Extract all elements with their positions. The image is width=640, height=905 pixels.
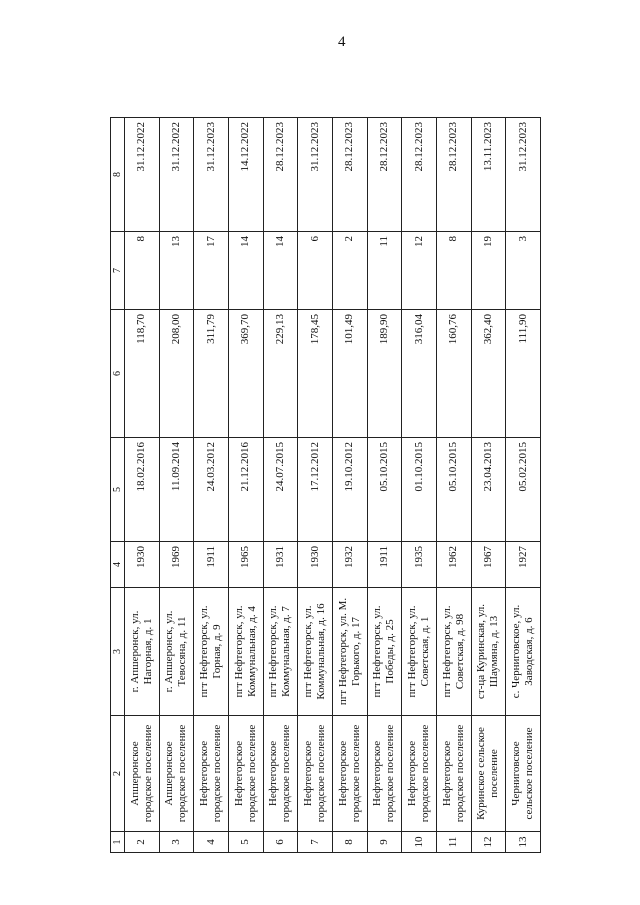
settlement-name-cell: Нефтегорское городское поселение xyxy=(367,716,402,832)
settlement-name-cell: Нефтегорское городское поселение xyxy=(298,716,333,832)
table-row xyxy=(298,118,333,853)
emergency-date-cell: 05.10.2015 xyxy=(436,438,471,542)
building-address-cell: пгт Нефтегорск, ул. М. Горького, д. 17 xyxy=(332,588,367,716)
building-address-cell: г. Апшеронск, ул. Тевосяна, д. 11 xyxy=(159,588,194,716)
table-row xyxy=(506,118,541,853)
residents-count-cell: 11 xyxy=(367,232,402,310)
column-number: 5 xyxy=(111,438,125,542)
building-area-cell: 208,00 xyxy=(159,310,194,438)
settlement-name-cell: Нефтегорское городское поселение xyxy=(436,716,471,832)
resettlement-deadline-cell: 31.12.2023 xyxy=(194,118,229,232)
building-area-cell: 160,76 xyxy=(436,310,471,438)
emergency-date-cell: 24.07.2015 xyxy=(263,438,298,542)
emergency-date-cell: 05.10.2015 xyxy=(367,438,402,542)
construction-year-cell: 1911 xyxy=(194,542,229,588)
resettlement-deadline-cell: 28.12.2023 xyxy=(367,118,402,232)
column-number: 1 xyxy=(111,832,125,853)
resettlement-deadline-cell: 31.12.2023 xyxy=(298,118,333,232)
emergency-date-cell: 17.12.2012 xyxy=(298,438,333,542)
row-number-cell: 9 xyxy=(367,832,402,853)
settlement-name-cell: Черниговское сельское поселение xyxy=(506,716,541,832)
row-number-cell: 13 xyxy=(506,832,541,853)
building-address-cell: г. Апшеронск, ул. Нагорная, д. 1 xyxy=(125,588,160,716)
rotated-table-container xyxy=(110,118,541,853)
settlement-name-cell: Апшеронское городское поселение xyxy=(159,716,194,832)
table-row xyxy=(194,118,229,853)
building-area-cell: 316,04 xyxy=(402,310,437,438)
emergency-date-cell: 05.02.2015 xyxy=(506,438,541,542)
table-row xyxy=(367,118,402,853)
building-area-cell: 189,90 xyxy=(367,310,402,438)
resettlement-deadline-cell: 28.12.2023 xyxy=(436,118,471,232)
table-row xyxy=(125,118,160,853)
construction-year-cell: 1965 xyxy=(228,542,263,588)
emergency-date-cell: 18.02.2016 xyxy=(125,438,160,542)
construction-year-cell: 1962 xyxy=(436,542,471,588)
column-number: 4 xyxy=(111,542,125,588)
resettlement-deadline-cell: 28.12.2023 xyxy=(263,118,298,232)
settlement-name-cell: Нефтегорское городское поселение xyxy=(332,716,367,832)
resettlement-deadline-cell: 31.12.2022 xyxy=(125,118,160,232)
residents-count-cell: 3 xyxy=(506,232,541,310)
resettlement-deadline-cell: 28.12.2023 xyxy=(332,118,367,232)
construction-year-cell: 1911 xyxy=(367,542,402,588)
row-number-cell: 7 xyxy=(298,832,333,853)
row-number-cell: 4 xyxy=(194,832,229,853)
residents-count-cell: 13 xyxy=(159,232,194,310)
row-number-cell: 11 xyxy=(436,832,471,853)
table-row xyxy=(471,118,506,853)
building-area-cell: 178,45 xyxy=(298,310,333,438)
column-number: 6 xyxy=(111,310,125,438)
table-row xyxy=(332,118,367,853)
settlement-name-cell: Куринское сельское поселение xyxy=(471,716,506,832)
building-address-cell: пгт Нефтегорск, ул. Советская, д. 98 xyxy=(436,588,471,716)
building-area-cell: 118,70 xyxy=(125,310,160,438)
construction-year-cell: 1931 xyxy=(263,542,298,588)
residents-count-cell: 2 xyxy=(332,232,367,310)
building-area-cell: 362,40 xyxy=(471,310,506,438)
construction-year-cell: 1969 xyxy=(159,542,194,588)
residents-count-cell: 12 xyxy=(402,232,437,310)
emergency-date-cell: 11.09.2014 xyxy=(159,438,194,542)
building-address-cell: с. Черниговское, ул. Заводская, д. 6 xyxy=(506,588,541,716)
settlement-name-cell: Нефтегорское городское поселение xyxy=(194,716,229,832)
building-address-cell: пгт Нефтегорск, ул. Горная, д. 9 xyxy=(194,588,229,716)
residents-count-cell: 8 xyxy=(125,232,160,310)
row-number-cell: 3 xyxy=(159,832,194,853)
construction-year-cell: 1930 xyxy=(298,542,333,588)
building-address-cell: пгт Нефтегорск, ул. Советская, д. 1 xyxy=(402,588,437,716)
building-area-cell: 311,79 xyxy=(194,310,229,438)
resettlement-deadline-cell: 13.11.2023 xyxy=(471,118,506,232)
row-number-cell: 8 xyxy=(332,832,367,853)
building-area-cell: 101,49 xyxy=(332,310,367,438)
emergency-date-cell: 24.03.2012 xyxy=(194,438,229,542)
table-row xyxy=(228,118,263,853)
resettlement-deadline-cell: 31.12.2022 xyxy=(159,118,194,232)
table-row xyxy=(402,118,437,853)
building-address-cell: ст-ца Куринская, ул. Шаумяна, д. 13 xyxy=(471,588,506,716)
table-row xyxy=(263,118,298,853)
building-area-cell: 111,90 xyxy=(506,310,541,438)
residents-count-cell: 17 xyxy=(194,232,229,310)
building-address-cell: пгт Нефтегорск, ул. Коммунальная, д. 7 xyxy=(263,588,298,716)
residents-count-cell: 19 xyxy=(471,232,506,310)
column-number: 8 xyxy=(111,118,125,232)
emergency-date-cell: 23.04.2013 xyxy=(471,438,506,542)
column-number: 3 xyxy=(111,588,125,716)
resettlement-deadline-cell: 14.12.2022 xyxy=(228,118,263,232)
building-area-cell: 369,70 xyxy=(228,310,263,438)
construction-year-cell: 1935 xyxy=(402,542,437,588)
building-address-cell: пгт Нефтегорск, ул. Победы, д. 25 xyxy=(367,588,402,716)
settlement-name-cell: Нефтегорское городское поселение xyxy=(263,716,298,832)
page-number: 4 xyxy=(338,34,346,50)
construction-year-cell: 1930 xyxy=(125,542,160,588)
row-number-cell: 6 xyxy=(263,832,298,853)
residents-count-cell: 6 xyxy=(298,232,333,310)
building-address-cell: пгт Нефтегорск, ул. Коммунальная, д. 4 xyxy=(228,588,263,716)
emergency-date-cell: 21.12.2016 xyxy=(228,438,263,542)
resettlement-deadline-cell: 28.12.2023 xyxy=(402,118,437,232)
settlement-name-cell: Нефтегорское городское поселение xyxy=(402,716,437,832)
emergency-date-cell: 01.10.2015 xyxy=(402,438,437,542)
construction-year-cell: 1927 xyxy=(506,542,541,588)
residents-count-cell: 14 xyxy=(228,232,263,310)
table-row xyxy=(159,118,194,853)
resettlement-deadline-cell: 31.12.2023 xyxy=(506,118,541,232)
column-number-row xyxy=(111,118,125,853)
row-number-cell: 5 xyxy=(228,832,263,853)
emergency-date-cell: 19.10.2012 xyxy=(332,438,367,542)
register-table xyxy=(110,117,541,853)
residents-count-cell: 14 xyxy=(263,232,298,310)
column-number: 2 xyxy=(111,716,125,832)
row-number-cell: 12 xyxy=(471,832,506,853)
construction-year-cell: 1967 xyxy=(471,542,506,588)
construction-year-cell: 1932 xyxy=(332,542,367,588)
building-address-cell: пгт Нефтегорск, ул. Коммунальная, д. 16 xyxy=(298,588,333,716)
table-row xyxy=(436,118,471,853)
building-area-cell: 229,13 xyxy=(263,310,298,438)
row-number-cell: 10 xyxy=(402,832,437,853)
row-number-cell: 2 xyxy=(125,832,160,853)
residents-count-cell: 8 xyxy=(436,232,471,310)
settlement-name-cell: Апшеронское городское поселение xyxy=(125,716,160,832)
column-number: 7 xyxy=(111,232,125,310)
settlement-name-cell: Нефтегорское городское поселение xyxy=(228,716,263,832)
